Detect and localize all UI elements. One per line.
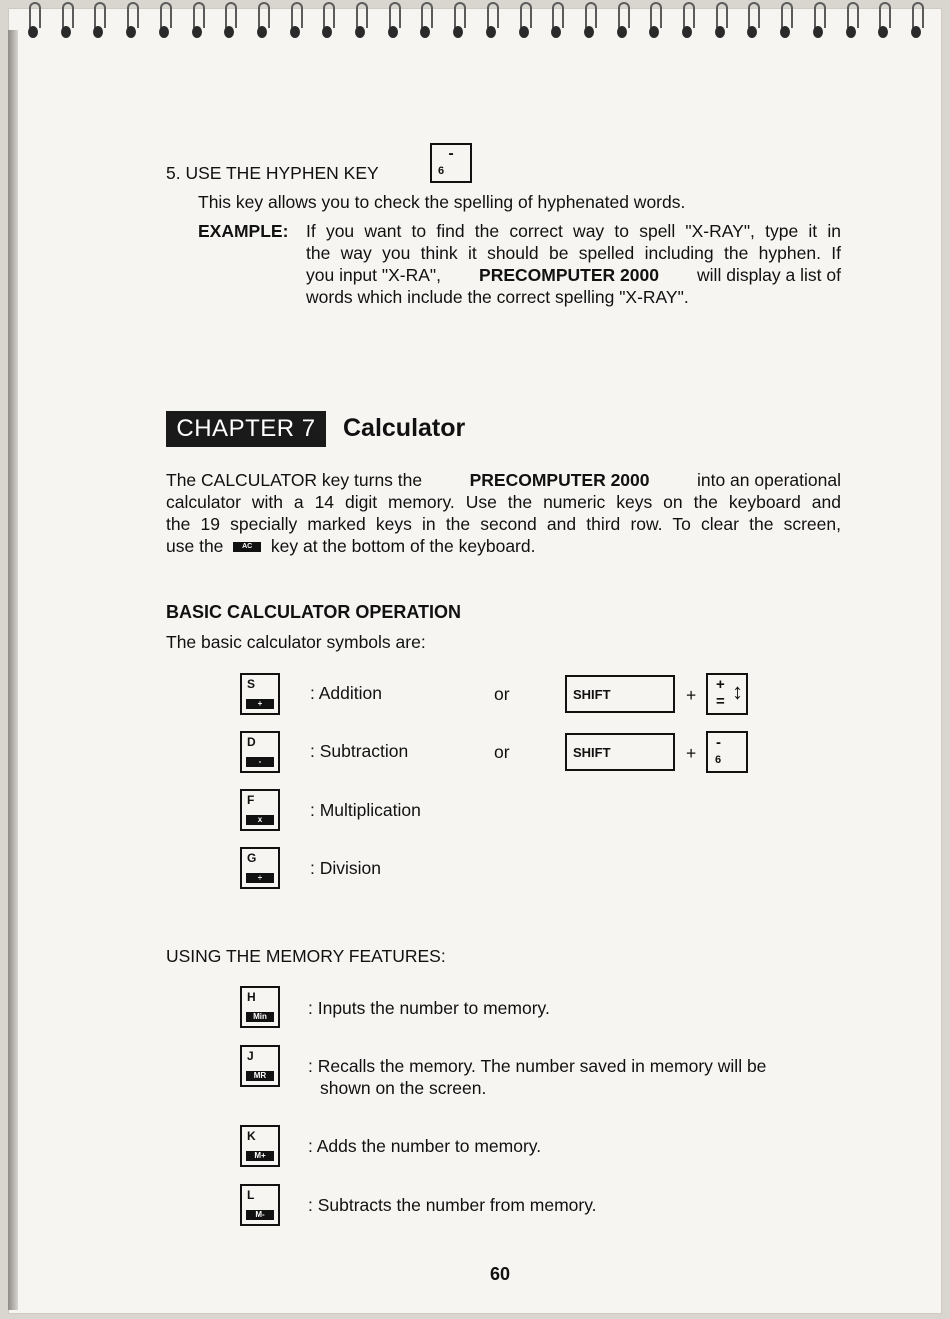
example-line-2: the way you think it should be spelled including the hyphen. If	[306, 243, 841, 263]
addition-key	[240, 673, 280, 715]
memory-recall-label: : Recalls the memory. The number saved in memory will be	[308, 1056, 767, 1076]
spiral-ring	[517, 2, 531, 40]
spiral-ring	[222, 2, 236, 40]
memory-subtract-key-letter: L	[247, 1188, 255, 1202]
memory-in-key-symbol: Min	[246, 1012, 274, 1022]
spiral-ring	[844, 2, 858, 40]
memory-recall-key	[240, 1045, 280, 1087]
minus-six-key-top: -	[716, 734, 721, 751]
multiplication-label: : Multiplication	[310, 800, 421, 820]
multiplication-key-symbol: x	[246, 815, 274, 825]
spiral-ring	[778, 2, 792, 40]
hyphen-key-bottom: 6	[438, 165, 445, 177]
addition-label: : Addition	[310, 683, 382, 703]
plus-equals-key-top: +	[716, 676, 725, 693]
spiral-ring	[288, 2, 302, 40]
minus-six-key	[706, 731, 748, 773]
memory-recall-key-letter: J	[247, 1049, 254, 1063]
spiral-ring	[451, 2, 465, 40]
basic-subtitle: The basic calculator symbols are:	[166, 632, 426, 652]
spiral-ring	[320, 2, 334, 40]
spiral-ring	[549, 2, 563, 40]
intro-line-1c: into an operational	[696, 470, 841, 490]
up-down-arrow-icon: ↕	[732, 679, 743, 704]
spiral-ring	[26, 2, 40, 40]
intro-line-4b: key at the bottom of the keyboard.	[270, 536, 536, 556]
example-line-3a: you input "X-RA",	[306, 265, 441, 285]
minus-six-key-bottom: 6	[715, 754, 722, 766]
spiral-ring	[124, 2, 138, 40]
subtraction-or: or	[494, 742, 510, 762]
division-key-letter: G	[247, 851, 257, 865]
memory-in-label: : Inputs the number to memory.	[308, 998, 550, 1018]
spiral-ring	[418, 2, 432, 40]
example-line-1: If you want to find the correct way to spell "X-RAY", type it in	[306, 221, 841, 241]
spiral-ring	[59, 2, 73, 40]
chapter-badge: CHAPTER 7	[166, 411, 326, 447]
chapter-title: Calculator	[343, 414, 466, 442]
memory-in-key	[240, 986, 280, 1028]
example-line-3	[306, 264, 841, 286]
spiral-ring	[255, 2, 269, 40]
division-key	[240, 847, 280, 889]
page-edge	[8, 30, 18, 1310]
hyphen-heading: 5. USE THE HYPHEN KEY	[166, 163, 379, 183]
spiral-ring	[190, 2, 204, 40]
spiral-ring	[680, 2, 694, 40]
addition-shift-key: SHIFT	[565, 675, 675, 713]
example-line-4: words which include the correct spelling "X-RAY".	[306, 287, 689, 307]
addition-plus: +	[686, 685, 697, 705]
memory-add-key	[240, 1125, 280, 1167]
spiral-ring	[909, 2, 923, 40]
memory-recall-key-symbol: MR	[246, 1071, 274, 1081]
spiral-ring	[386, 2, 400, 40]
intro-line-2: calculator with a 14 digit memory. Use the numeric keys on the keyboard and	[166, 492, 841, 512]
spiral-ring	[745, 2, 759, 40]
subtraction-plus: +	[686, 743, 697, 763]
intro-line-4	[166, 535, 535, 557]
subtraction-label: : Subtraction	[310, 741, 409, 761]
spiral-ring	[713, 2, 727, 40]
memory-add-label: : Adds the number to memory.	[308, 1136, 542, 1156]
memory-subtract-label: : Subtracts the number from memory.	[308, 1195, 597, 1215]
intro-line-3: the 19 specially marked keys in the second and third row. To clear the screen,	[166, 514, 841, 534]
addition-key-symbol: +	[246, 699, 274, 709]
memory-add-key-letter: K	[247, 1129, 256, 1143]
subtraction-key-symbol: -	[246, 757, 274, 767]
plus-equals-key-bottom: =	[716, 693, 725, 710]
spiral-ring	[876, 2, 890, 40]
plus-equals-key	[706, 673, 748, 715]
spiral-ring	[157, 2, 171, 40]
multiplication-key-letter: F	[247, 793, 255, 807]
basic-heading: BASIC CALCULATOR OPERATION	[166, 602, 461, 622]
subtraction-shift-key: SHIFT	[565, 733, 675, 771]
spiral-ring	[615, 2, 629, 40]
hyphen-key-top: -	[448, 145, 454, 162]
example-line-3c: will display a list of	[697, 265, 841, 285]
page-number: 60	[490, 1264, 511, 1284]
multiplication-key	[240, 789, 280, 831]
spiral-ring	[484, 2, 498, 40]
hyphen-description: This key allows you to check the spelling of hyphenated words.	[198, 192, 686, 212]
example-product-name: PRECOMPUTER 2000	[479, 265, 659, 285]
intro-line-1a: The CALCULATOR key turns the	[166, 470, 423, 490]
intro-product-name: PRECOMPUTER 2000	[469, 470, 650, 490]
addition-or: or	[494, 684, 510, 704]
memory-subtract-key-symbol: M-	[246, 1210, 274, 1220]
memory-recall-label-2: shown on the screen.	[320, 1078, 487, 1098]
example-label: EXAMPLE:	[198, 221, 289, 241]
spiral-ring	[353, 2, 367, 40]
division-key-symbol: ÷	[246, 873, 274, 883]
division-label: : Division	[310, 858, 381, 878]
spiral-binding	[18, 0, 938, 44]
memory-subtract-key	[240, 1184, 280, 1226]
memory-in-key-letter: H	[247, 990, 256, 1004]
memory-add-key-symbol: M+	[246, 1151, 274, 1161]
spiral-ring	[811, 2, 825, 40]
ac-key-icon: AC	[233, 542, 261, 552]
intro-line-1	[166, 469, 841, 491]
spiral-ring	[647, 2, 661, 40]
spiral-ring	[582, 2, 596, 40]
hyphen-key	[430, 143, 472, 183]
memory-heading: USING THE MEMORY FEATURES:	[166, 946, 446, 966]
addition-key-letter: S	[247, 677, 256, 691]
subtraction-key-letter: D	[247, 735, 256, 749]
intro-line-4a: use the	[166, 536, 224, 556]
spiral-ring	[91, 2, 105, 40]
subtraction-key	[240, 731, 280, 773]
